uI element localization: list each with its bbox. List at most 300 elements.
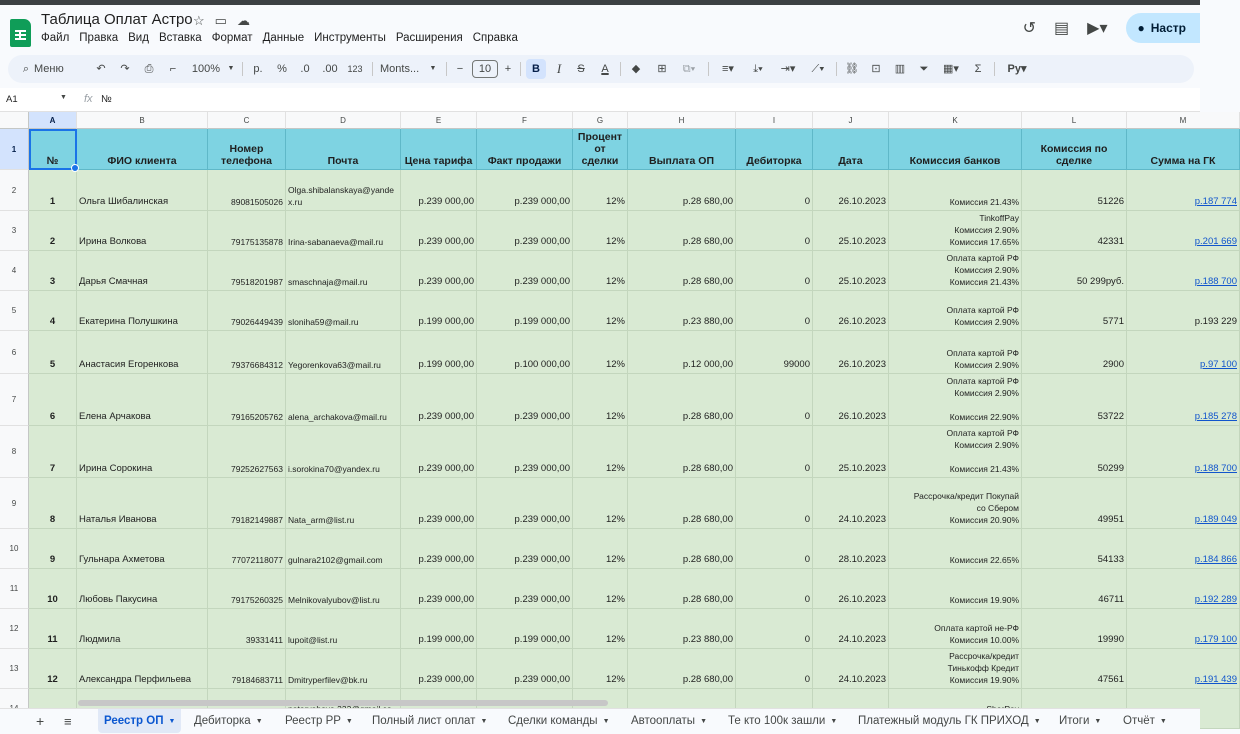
cell-actual-sale[interactable]: р.239 000,00 xyxy=(477,569,573,609)
cell-number[interactable]: 1 xyxy=(29,170,77,211)
italic-button[interactable]: I xyxy=(556,61,562,76)
column-header-d[interactable]: D xyxy=(286,112,401,129)
sheet-tab-label: Реестр РР xyxy=(285,715,341,727)
sheet-tab[interactable] xyxy=(98,709,181,733)
cell-date[interactable]: 24.10.2023 xyxy=(813,649,889,689)
cell-deal-percent[interactable]: 12% xyxy=(573,529,628,569)
cell-actual-sale[interactable]: р.239 000,00 xyxy=(477,211,573,251)
cell-deal-commission[interactable]: 51226 xyxy=(1022,170,1127,211)
menu-tools[interactable]: Инструменты xyxy=(314,32,386,44)
share-label: Настр xyxy=(1150,21,1186,35)
cell-amount-gk[interactable]: р.188 700 xyxy=(1127,251,1240,291)
horizontal-scrollbar[interactable] xyxy=(78,700,608,706)
cell-op-payout[interactable]: р.28 680,00 xyxy=(628,569,736,609)
increase-decimal-button[interactable]: .00 xyxy=(322,63,338,75)
formula-bar xyxy=(0,88,1200,112)
text-wrap-icon[interactable]: ⇥▾ xyxy=(780,63,796,75)
cell-deal-commission[interactable]: 5771 xyxy=(1022,291,1127,331)
cell-client-name[interactable]: Ирина Сорокина xyxy=(77,426,208,478)
cell-date[interactable]: 24.10.2023 xyxy=(813,478,889,529)
horizontal-align-icon[interactable]: ≡▾ xyxy=(722,63,734,75)
vertical-align-icon[interactable]: ⤓▾ xyxy=(753,63,763,75)
cell-actual-sale[interactable]: р.239 000,00 xyxy=(477,478,573,529)
column-header-f[interactable]: F xyxy=(477,112,573,129)
sheet-tab[interactable] xyxy=(858,709,1041,733)
cell-amount-gk[interactable]: р.97 100 xyxy=(1127,331,1240,374)
sheet-tab-label: Отчёт xyxy=(1123,715,1155,727)
toolbar-divider xyxy=(372,62,373,76)
column-header-l[interactable]: L xyxy=(1022,112,1127,129)
title-actions xyxy=(193,13,250,29)
sheet-tabs-bar xyxy=(0,708,1200,732)
cell-number[interactable]: 3 xyxy=(29,251,77,291)
cell-client-name[interactable]: Екатерина Полушкина xyxy=(77,291,208,331)
row-header[interactable]: 9 xyxy=(0,478,29,529)
row-header[interactable]: 13 xyxy=(0,649,29,689)
cell-client-name[interactable]: Анастасия Егоренкова xyxy=(77,331,208,374)
cell-deal-commission[interactable]: 50 299руб. xyxy=(1022,251,1127,291)
header-cell-deal-percent[interactable]: Процент от сделки xyxy=(573,129,628,170)
cell-bank-commission[interactable]: Комиссия 19.90% xyxy=(889,569,1022,609)
row-header[interactable]: 3 xyxy=(0,211,29,251)
insert-chart-icon[interactable]: ▥ xyxy=(894,63,906,75)
row-header[interactable]: 12 xyxy=(0,609,29,649)
cell-bank-commission[interactable]: Комиссия 22.65% xyxy=(889,529,1022,569)
toolbar-divider xyxy=(242,62,243,76)
cell-bank-commission[interactable]: Оплата картой РФ Комиссия 2.90% xyxy=(889,291,1022,331)
menu-file[interactable]: Файл xyxy=(41,32,70,44)
sheet-tab-label: Дебиторка xyxy=(194,715,251,727)
sheet-tab[interactable] xyxy=(194,709,263,733)
app-header xyxy=(0,5,1200,53)
cell-tariff-price[interactable]: р.239 000,00 xyxy=(401,211,477,251)
cell-number[interactable]: 9 xyxy=(29,529,77,569)
cell-amount-gk[interactable]: р.191 439 xyxy=(1127,649,1240,689)
cell-op-payout[interactable]: р.28 680,00 xyxy=(628,374,736,426)
cell-phone[interactable]: 79175135878 xyxy=(208,211,286,251)
tab-menu-icon[interactable]: ▼ xyxy=(345,718,353,725)
column-header-m[interactable]: M xyxy=(1127,112,1240,129)
sheet-tab-label: Итоги xyxy=(1059,715,1090,727)
font-size-increase-icon[interactable]: + xyxy=(504,63,512,75)
cell-phone[interactable]: 79518201987 xyxy=(208,251,286,291)
cell-deal-commission[interactable]: 50299 xyxy=(1022,426,1127,478)
name-box[interactable]: A1 xyxy=(6,94,18,105)
font-size-input[interactable]: 10 xyxy=(472,60,498,78)
sheet-tab[interactable] xyxy=(372,709,487,733)
cell-number[interactable]: 7 xyxy=(29,426,77,478)
sheet-tab-label: Сделки команды xyxy=(508,715,598,727)
header-cell-email[interactable]: Почта xyxy=(286,129,401,170)
cell-deal-percent[interactable]: 12% xyxy=(573,609,628,649)
sheet-tab[interactable] xyxy=(285,709,353,733)
cell-date[interactable]: 28.10.2023 xyxy=(813,529,889,569)
cell-phone[interactable]: 77072118077 xyxy=(208,529,286,569)
cell-email[interactable]: Yegorenkova63@mail.ru xyxy=(286,331,401,374)
currency-format-button[interactable]: р. xyxy=(253,63,263,75)
cell-bank-commission[interactable]: Комиссия 21.43% xyxy=(889,170,1022,211)
add-sheet-icon[interactable]: + xyxy=(36,713,45,729)
strikethrough-button[interactable]: S xyxy=(577,63,585,75)
cell-actual-sale[interactable]: р.239 000,00 xyxy=(477,251,573,291)
cell-receivable[interactable]: 0 xyxy=(736,426,813,478)
decrease-decimal-button[interactable]: .0 xyxy=(300,63,310,75)
cell-deal-percent[interactable]: 12% xyxy=(573,426,628,478)
toolbar-divider xyxy=(708,62,709,76)
cell-receivable[interactable]: 0 xyxy=(736,529,813,569)
cell-amount-gk[interactable]: р.184 866 xyxy=(1127,529,1240,569)
row-header[interactable]: 10 xyxy=(0,529,29,569)
cell-date[interactable]: 25.10.2023 xyxy=(813,426,889,478)
cell-receivable[interactable]: 0 xyxy=(736,170,813,211)
text-rotation-icon[interactable]: ⟋▾ xyxy=(811,63,825,75)
cell-bank-commission[interactable]: Оплата картой не-РФ Комиссия 10.00% xyxy=(889,609,1022,649)
cell-client-name[interactable]: Любовь Пакусина xyxy=(77,569,208,609)
menu-edit[interactable]: Правка xyxy=(79,32,119,44)
cell-client-name[interactable]: Дарья Смачная xyxy=(77,251,208,291)
tab-menu-icon[interactable]: ▼ xyxy=(1033,718,1041,725)
cell-number[interactable]: 6 xyxy=(29,374,77,426)
sheet-tab-label: Полный лист оплат xyxy=(372,715,476,727)
header-cell-client-name[interactable]: ФИО клиента xyxy=(77,129,208,170)
cell-receivable[interactable]: 0 xyxy=(736,251,813,291)
cell-deal-percent[interactable]: 12% xyxy=(573,170,628,211)
cell-actual-sale[interactable]: р.199 000,00 xyxy=(477,609,573,649)
toolbar-divider xyxy=(994,62,995,76)
zoom-dropdown-icon[interactable]: ▼ xyxy=(227,65,235,72)
header-cell-receivable[interactable]: Дебиторка xyxy=(736,129,813,170)
row-header[interactable]: 8 xyxy=(0,426,29,478)
column-header-b[interactable]: B xyxy=(77,112,208,129)
sheet-tab[interactable] xyxy=(728,709,837,733)
cell-email[interactable]: Olga.shibalanskaya@yandex.ru xyxy=(286,170,401,211)
fx-icon: fx xyxy=(84,93,93,105)
cell-tariff-price[interactable]: р.239 000,00 xyxy=(401,426,477,478)
cell-receivable[interactable]: 0 xyxy=(736,211,813,251)
cloud-status-icon[interactable]: ☁ xyxy=(236,13,250,28)
version-history-icon[interactable]: ↺ xyxy=(1022,20,1037,37)
cell-client-name[interactable]: Гульнара Ахметова xyxy=(77,529,208,569)
cell-op-payout[interactable]: р.28 680,00 xyxy=(628,529,736,569)
font-size-decrease-icon[interactable]: − xyxy=(456,63,464,75)
lock-icon: ● xyxy=(1137,21,1145,35)
cell-deal-percent[interactable]: 12% xyxy=(573,211,628,251)
cell-receivable[interactable]: 0 xyxy=(736,374,813,426)
cell-tariff-price[interactable]: р.239 000,00 xyxy=(401,170,477,211)
sheet-tab[interactable] xyxy=(1123,709,1167,733)
column-header-i[interactable]: I xyxy=(736,112,813,129)
cell-number[interactable]: 4 xyxy=(29,291,77,331)
cell-actual-sale[interactable]: р.100 000,00 xyxy=(477,331,573,374)
menu-format[interactable]: Формат xyxy=(211,32,253,44)
cell-deal-commission[interactable]: 49951 xyxy=(1022,478,1127,529)
column-header-c[interactable]: C xyxy=(208,112,286,129)
column-header-h[interactable]: H xyxy=(628,112,736,129)
cell-number[interactable]: 12 xyxy=(29,649,77,689)
toolbar-divider xyxy=(446,62,447,76)
paint-format-icon[interactable]: ⌐ xyxy=(169,63,177,75)
tab-menu-icon[interactable]: ▼ xyxy=(830,718,838,725)
row-header[interactable]: 1 xyxy=(0,129,29,170)
cell-date[interactable]: 26.10.2023 xyxy=(813,291,889,331)
toolbar xyxy=(8,55,1194,83)
cell-receivable[interactable]: 0 xyxy=(736,649,813,689)
sheet-tab[interactable] xyxy=(1059,709,1101,733)
document-title[interactable]: Таблица Оплат Астро xyxy=(41,11,193,28)
menu-insert[interactable]: Вставка xyxy=(158,32,202,44)
column-header-j[interactable]: J xyxy=(813,112,889,129)
header-cell-number[interactable]: № xyxy=(29,129,77,170)
cell-phone[interactable]: 79165205762 xyxy=(208,374,286,426)
tab-menu-icon[interactable]: ▼ xyxy=(602,718,610,725)
cell-bank-commission[interactable]: Оплата картой РФ Комиссия 2.90% Комиссия 22.90% xyxy=(889,374,1022,426)
cell-actual-sale[interactable]: р.239 000,00 xyxy=(477,170,573,211)
cell-receivable[interactable]: 0 xyxy=(736,569,813,609)
cell-deal-commission[interactable]: 47561 xyxy=(1022,649,1127,689)
cell-deal-percent[interactable]: 12% xyxy=(573,291,628,331)
cell-date[interactable]: 26.10.2023 xyxy=(813,170,889,211)
merge-cells-icon[interactable]: ⧉▾ xyxy=(682,63,696,75)
tab-menu-icon[interactable]: ▼ xyxy=(255,718,263,725)
cell-date[interactable]: 26.10.2023 xyxy=(813,331,889,374)
cell-amount-gk[interactable]: р.188 700 xyxy=(1127,426,1240,478)
cell-bank-commission[interactable]: Оплата картой РФ Комиссия 2.90% Комиссия 21.43% xyxy=(889,251,1022,291)
column-header-e[interactable]: E xyxy=(401,112,477,129)
cell-bank-commission[interactable]: TinkoffPay Комиссия 2.90% Комиссия 17.65% xyxy=(889,211,1022,251)
cell-phone[interactable]: 79184683711 xyxy=(208,649,286,689)
cell-email[interactable]: Nata_arm@list.ru xyxy=(286,478,401,529)
cell-tariff-price[interactable]: р.199 000,00 xyxy=(401,609,477,649)
cell-tariff-price[interactable]: р.239 000,00 xyxy=(401,649,477,689)
row-header[interactable]: 4 xyxy=(0,251,29,291)
cell-amount-gk[interactable]: р.179 100 xyxy=(1127,609,1240,649)
menu-data[interactable]: Данные xyxy=(262,32,305,44)
cell-actual-sale[interactable]: р.239 000,00 xyxy=(477,529,573,569)
filter-views-icon[interactable]: ▦▾ xyxy=(943,63,959,75)
cell-client-name[interactable]: Елена Арчакова xyxy=(77,374,208,426)
text-color-button[interactable]: A xyxy=(601,63,609,75)
cell-client-name[interactable]: Наталья Иванова xyxy=(77,478,208,529)
cell-deal-commission[interactable]: 46711 xyxy=(1022,569,1127,609)
column-header-a[interactable]: A xyxy=(29,112,77,129)
sheet-tab-label: Реестр ОП xyxy=(104,715,164,727)
row-header[interactable]: 11 xyxy=(0,569,29,609)
cell-email[interactable]: gulnara2102@gmail.com xyxy=(286,529,401,569)
tab-menu-icon[interactable]: ▼ xyxy=(480,718,488,725)
cell-tariff-price[interactable]: р.239 000,00 xyxy=(401,478,477,529)
functions-button[interactable]: Σ xyxy=(974,63,982,75)
percent-format-button[interactable]: % xyxy=(277,63,287,75)
input-tools-icon[interactable]: Pу▾ xyxy=(1007,63,1027,75)
cell-deal-percent[interactable]: 12% xyxy=(573,478,628,529)
cell-amount-gk[interactable]: р.192 289 xyxy=(1127,569,1240,609)
cell-actual-sale[interactable]: р.239 000,00 xyxy=(477,649,573,689)
cell-email[interactable]: i.sorokina70@yandex.ru xyxy=(286,426,401,478)
menu-extensions[interactable]: Расширения xyxy=(395,32,463,44)
cell-tariff-price[interactable]: р.239 000,00 xyxy=(401,529,477,569)
cell-date[interactable]: 26.10.2023 xyxy=(813,569,889,609)
cell-deal-percent[interactable]: 12% xyxy=(573,649,628,689)
cell-actual-sale[interactable]: р.239 000,00 xyxy=(477,374,573,426)
cell-receivable[interactable]: 0 xyxy=(736,291,813,331)
cell-op-payout[interactable]: р.28 680,00 xyxy=(628,211,736,251)
cell-deal-commission[interactable]: 19990 xyxy=(1022,609,1127,649)
cell-phone[interactable]: 39331411 xyxy=(208,609,286,649)
cell-phone[interactable]: 89081505026 xyxy=(208,170,286,211)
cell-email[interactable]: lupoit@list.ru xyxy=(286,609,401,649)
share-button[interactable] xyxy=(1126,13,1200,43)
cell-phone[interactable]: 79182149887 xyxy=(208,478,286,529)
cell-actual-sale[interactable]: р.239 000,00 xyxy=(477,426,573,478)
tab-menu-icon[interactable]: ▼ xyxy=(700,718,708,725)
formula-input[interactable]: № xyxy=(101,94,112,105)
header-cell-tariff-price[interactable]: Цена тарифа xyxy=(401,129,477,170)
header-cell-bank-commission[interactable]: Комиссия банков xyxy=(889,129,1022,170)
cell-receivable[interactable]: 0 xyxy=(736,478,813,529)
row-header[interactable]: 2 xyxy=(0,170,29,211)
font-dropdown-icon[interactable]: ▼ xyxy=(429,65,437,72)
toolbar-divider xyxy=(520,62,521,76)
header-cell-actual-sale[interactable]: Факт продажи xyxy=(477,129,573,170)
cell-bank-commission[interactable]: Рассрочка/кредит Покупай со Сбером Комиссия 20.90% xyxy=(889,478,1022,529)
menu-help[interactable]: Справка xyxy=(472,32,518,44)
redo-icon[interactable]: ↷ xyxy=(120,63,130,75)
tab-menu-icon[interactable]: ▼ xyxy=(1159,718,1167,725)
cell-number[interactable]: 10 xyxy=(29,569,77,609)
cell-bank-commission[interactable]: Оплата картой РФ Комиссия 2.90% xyxy=(889,331,1022,374)
cell-date[interactable]: 25.10.2023 xyxy=(813,211,889,251)
print-icon[interactable]: ⎙ xyxy=(144,63,154,75)
sheets-logo-icon[interactable] xyxy=(10,19,31,47)
cell-number[interactable]: 8 xyxy=(29,478,77,529)
borders-icon[interactable]: ⊞ xyxy=(657,63,667,75)
cell-tariff-price[interactable]: р.199 000,00 xyxy=(401,291,477,331)
cell-phone[interactable]: 79252627563 xyxy=(208,426,286,478)
menu-view[interactable]: Вид xyxy=(128,32,149,44)
cell-number[interactable]: 5 xyxy=(29,331,77,374)
header-cell-amount-gk[interactable]: Сумма на ГК xyxy=(1127,129,1240,170)
cell-op-payout[interactable]: р.28 680,00 xyxy=(628,426,736,478)
comments-icon[interactable]: ▤ xyxy=(1054,20,1070,37)
cell-email[interactable]: Irina-sabanaeva@mail.ru xyxy=(286,211,401,251)
header-cell-date[interactable]: Дата xyxy=(813,129,889,170)
cell-deal-commission[interactable]: 53722 xyxy=(1022,374,1127,426)
cell-deal-percent[interactable]: 12% xyxy=(573,251,628,291)
bold-button[interactable]: B xyxy=(526,59,546,79)
filter-icon[interactable]: ⏷ xyxy=(919,63,929,75)
cell-deal-percent[interactable]: 12% xyxy=(573,331,628,374)
cell-client-name[interactable]: Людмила xyxy=(77,609,208,649)
cell-client-name[interactable]: Ольга Шибалинская xyxy=(77,170,208,211)
column-header-k[interactable]: K xyxy=(889,112,1022,129)
cell-phone[interactable]: 79376684312 xyxy=(208,331,286,374)
header-cell-phone[interactable]: Номер телефона xyxy=(208,129,286,170)
undo-icon[interactable]: ↶ xyxy=(96,63,106,75)
zoom-select[interactable]: 100% xyxy=(191,63,221,75)
header-cell-deal-commission[interactable]: Комиссия по сделке xyxy=(1022,129,1127,170)
search-icon[interactable]: ⌕ xyxy=(22,63,30,75)
cell-phone[interactable]: 79175260325 xyxy=(208,569,286,609)
insert-link-icon[interactable]: ⛓ xyxy=(845,63,859,75)
cell-email[interactable]: Dmitryperfilev@bk.ru xyxy=(286,649,401,689)
cell-tariff-price[interactable]: р.239 000,00 xyxy=(401,374,477,426)
cell-receivable[interactable]: 99000 xyxy=(736,331,813,374)
cell-bank-commission[interactable]: Оплата картой РФ Комиссия 2.90% Комиссия 21.43% xyxy=(889,426,1022,478)
cell-phone[interactable]: 79026449439 xyxy=(208,291,286,331)
insert-comment-icon[interactable]: ⊡ xyxy=(871,63,881,75)
cell-op-payout[interactable]: р.23 880,00 xyxy=(628,291,736,331)
cell-tariff-price[interactable]: р.199 000,00 xyxy=(401,331,477,374)
star-icon[interactable]: ☆ xyxy=(193,13,205,28)
cell-date[interactable]: 26.10.2023 xyxy=(813,374,889,426)
cell-op-payout[interactable]: р.28 680,00 xyxy=(628,478,736,529)
cell-email[interactable]: smaschnaja@mail.ru xyxy=(286,251,401,291)
all-sheets-icon[interactable]: ≡ xyxy=(64,714,72,729)
header-cell-op-payout[interactable]: Выплата ОП xyxy=(628,129,736,170)
cell-number[interactable]: 2 xyxy=(29,211,77,251)
select-all-corner[interactable] xyxy=(0,112,29,129)
cell-amount-gk[interactable]: р.187 774 xyxy=(1127,170,1240,211)
cell-receivable[interactable]: 0 xyxy=(736,609,813,649)
row-header[interactable]: 7 xyxy=(0,374,29,426)
cell-email[interactable]: Melnikovalyubov@list.ru xyxy=(286,569,401,609)
column-header-g[interactable]: G xyxy=(573,112,628,129)
cell-deal-commission[interactable]: 2900 xyxy=(1022,331,1127,374)
more-formats-button[interactable]: 123 xyxy=(347,64,363,74)
cell-amount-gk[interactable]: р.185 278 xyxy=(1127,374,1240,426)
cell-tariff-price[interactable]: р.239 000,00 xyxy=(401,251,477,291)
cell-deal-commission[interactable]: 42331 xyxy=(1022,211,1127,251)
cell-op-payout[interactable]: р.12 000,00 xyxy=(628,331,736,374)
cell-deal-commission[interactable]: 54133 xyxy=(1022,529,1127,569)
cell-bank-commission[interactable]: Рассрочка/кредит Тинькофф Кредит Комиссия 19.90% xyxy=(889,649,1022,689)
cell-op-payout[interactable]: р.23 880,00 xyxy=(628,609,736,649)
cell-op-payout[interactable]: р.28 680,00 xyxy=(628,649,736,689)
cell-amount-gk[interactable]: р.189 049 xyxy=(1127,478,1240,529)
fill-color-icon[interactable]: ◆ xyxy=(631,63,641,75)
cell-date[interactable]: 24.10.2023 xyxy=(813,609,889,649)
sheet-tab-label: Автооплаты xyxy=(631,715,696,727)
toolbar-divider xyxy=(836,62,837,76)
cell-email[interactable]: alena_archakova@mail.ru xyxy=(286,374,401,426)
cell-deal-percent[interactable]: 12% xyxy=(573,374,628,426)
cell-deal-percent[interactable]: 12% xyxy=(573,569,628,609)
tab-menu-icon[interactable]: ▼ xyxy=(168,718,176,725)
cell-actual-sale[interactable]: р.199 000,00 xyxy=(477,291,573,331)
move-folder-icon[interactable]: ▭ xyxy=(214,13,227,28)
row-header[interactable]: 5 xyxy=(0,291,29,331)
cell-date[interactable]: 25.10.2023 xyxy=(813,251,889,291)
cell-amount-gk[interactable]: р.201 669 xyxy=(1127,211,1240,251)
sheet-tab-label: Платежный модуль ГК ПРИХОД xyxy=(858,715,1029,727)
cell-amount-gk[interactable]: р.193 229 xyxy=(1127,291,1240,331)
tab-menu-icon[interactable]: ▼ xyxy=(1094,718,1102,725)
cell-tariff-price[interactable]: р.239 000,00 xyxy=(401,569,477,609)
name-box-dropdown-icon[interactable]: ▼ xyxy=(60,94,67,101)
cell-op-payout[interactable]: р.28 680,00 xyxy=(628,251,736,291)
cell-client-name[interactable]: Ирина Волкова xyxy=(77,211,208,251)
meet-video-icon[interactable]: ▶▾ xyxy=(1087,20,1108,37)
cell-number[interactable]: 11 xyxy=(29,609,77,649)
sheet-tab[interactable] xyxy=(631,709,707,733)
cell-email[interactable]: sloniha59@mail.ru xyxy=(286,291,401,331)
font-select[interactable]: Monts... xyxy=(380,63,420,75)
sheet-tab[interactable] xyxy=(508,709,610,733)
cell-client-name[interactable]: Александра Перфильева xyxy=(77,649,208,689)
row-header[interactable]: 6 xyxy=(0,331,29,374)
search-menus-input[interactable]: Меню xyxy=(34,63,64,75)
cell-op-payout[interactable]: р.28 680,00 xyxy=(628,170,736,211)
